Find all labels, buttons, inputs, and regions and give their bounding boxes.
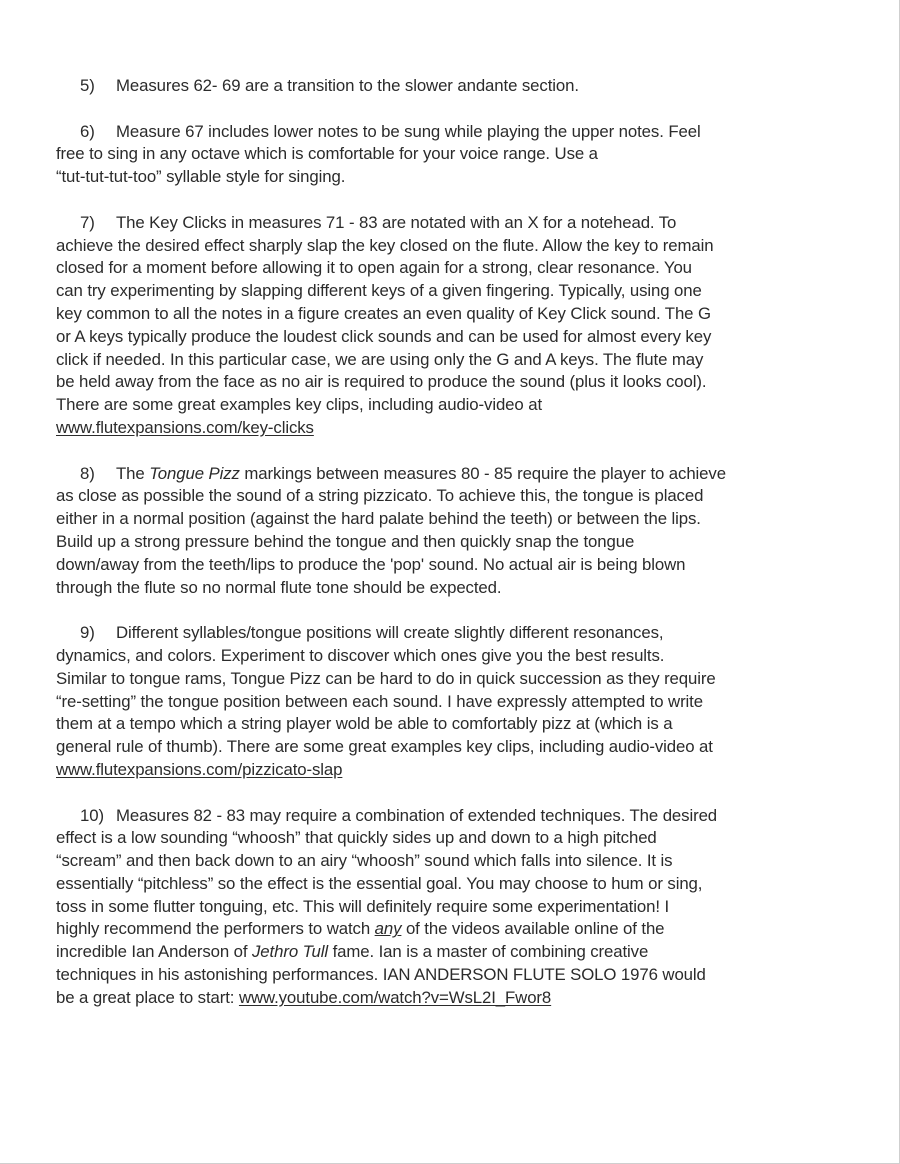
note-text: Different syllables/tongue positions will create slightly different resonances, — [116, 623, 664, 643]
note-text: Measure 67 includes lower notes to be sung while playing the upper notes. Feel — [116, 121, 701, 141]
note-9-link-line — [56, 759, 846, 782]
note-number: 7) — [80, 212, 95, 232]
note-9-line-6: general rule of thumb). There are some great examples key clips, including audio-video at — [56, 737, 713, 757]
note-7-line-8: be held away from the face as no air is required to produce the sound (plus it looks cool). — [56, 372, 707, 392]
note-emphasis: Tongue Pizz — [149, 463, 240, 483]
note-text: be a great place to start: — [56, 987, 239, 1007]
note-7-line-2: achieve the desired effect sharply slap the key closed on the flute. Allow the key to remain — [56, 235, 714, 255]
performance-notes — [56, 75, 846, 1032]
note-number: 6) — [80, 121, 95, 141]
note-9-line-2: dynamics, and colors. Experiment to discover which ones give you the best results. — [56, 645, 665, 665]
note-number: 10) — [80, 805, 104, 825]
note-5-line-1 — [56, 75, 846, 98]
note-10-line-9 — [56, 987, 846, 1010]
note-text: markings between measures 80 - 85 require the player to achieve — [239, 463, 726, 483]
note-10-line-1 — [56, 805, 846, 828]
note-10-line-8: techniques in his astonishing performances. IAN ANDERSON FLUTE SOLO 1976 would — [56, 965, 706, 985]
note-9-line-1 — [56, 622, 846, 645]
note-7-line-9: There are some great examples key clips, including audio-video at — [56, 395, 543, 415]
note-8-line-4: Build up a strong pressure behind the tongue and then quickly snap the tongue — [56, 531, 635, 551]
note-10-line-6 — [56, 918, 846, 941]
note-number: 8) — [80, 463, 95, 483]
note-10-line-7 — [56, 941, 846, 964]
note-10-line-4: essentially “pitchless” so the effect is the essential goal. You may choose to hum or sing, — [56, 873, 703, 893]
youtube-link[interactable]: www.youtube.com/watch?v=WsL2I_Fwor8 — [238, 987, 552, 1007]
note-9-line-5: them at a tempo which a string player wold be able to comfortably pizz at (which is a — [56, 714, 673, 734]
note-7-line-6: or A keys typically produce the loudest click sounds and can be used for almost every key — [56, 326, 712, 346]
note-8-line-1 — [56, 463, 846, 486]
note-6-line-2: free to sing in any octave which is comfortable for your voice range. Use a — [56, 144, 598, 164]
note-7-line-5: key common to all the notes in a figure creates an even quality of Key Click sound. The G — [56, 303, 711, 323]
note-7 — [56, 212, 846, 440]
note-8-line-6: through the flute so no normal flute tone should be expected. — [56, 577, 502, 597]
note-6-line-1 — [56, 121, 846, 144]
note-text: incredible Ian Anderson of — [56, 942, 253, 962]
note-text: highly recommend the performers to watch — [56, 919, 375, 939]
note-10 — [56, 805, 846, 1010]
note-9-line-3: Similar to tongue rams, Tongue Pizz can be hard to do in quick succession as they require — [56, 668, 716, 688]
note-8-line-5: down/away from the teeth/lips to produce the 'pop' sound. No actual air is being blown — [56, 554, 686, 574]
note-9-line-4: “re-setting” the tongue position between each sound. I have expressly attempted to write — [56, 691, 703, 711]
key-clicks-link[interactable]: www.flutexpansions.com/key-clicks — [56, 417, 314, 437]
note-emphasis: Jethro Tull — [252, 942, 329, 962]
note-number: 9) — [80, 623, 95, 643]
note-text: Measures 62- 69 are a transition to the slower andante section. — [116, 76, 579, 95]
note-text: Measures 82 - 83 may require a combination of extended techniques. The desired — [116, 805, 718, 825]
note-7-line-4: can try experimenting by slapping different keys of a given fingering. Typically, using one — [56, 281, 702, 301]
note-8 — [56, 463, 846, 600]
note-10-line-2: effect is a low sounding “whoosh” that quickly sides up and down to a high pitched — [56, 828, 657, 848]
note-9 — [56, 622, 846, 782]
note-number: 5) — [80, 76, 95, 95]
note-8-line-3: either in a normal position (against the hard palate behind the teeth) or between the lips. — [56, 509, 701, 529]
note-text: The Key Clicks in measures 71 - 83 are notated with an X for a notehead. To — [116, 212, 677, 232]
note-text: of the videos available online of the — [401, 919, 665, 939]
note-6-line-3: “tut-tut-tut-too” syllable style for singing. — [56, 167, 346, 187]
note-7-line-7: click if needed. In this particular case, we are using only the G and A keys. The flute may — [56, 349, 704, 369]
note-emphasis: any — [374, 919, 402, 939]
note-text: The — [116, 463, 150, 483]
note-text: fame. Ian is a master of combining creative — [328, 942, 649, 962]
note-7-link-line — [56, 417, 846, 440]
note-6 — [56, 121, 846, 189]
pizzicato-slap-link[interactable]: www.flutexpansions.com/pizzicato-slap — [56, 759, 343, 779]
note-10-line-3: “scream” and then back down to an airy “whoosh” sound which falls into silence. It is — [56, 851, 673, 871]
note-8-line-2: as close as possible the sound of a string pizzicato. To achieve this, the tongue is placed — [56, 486, 704, 506]
note-10-line-5: toss in some flutter tonguing, etc. This will definitely require some experimentation! I — [56, 896, 670, 916]
note-7-line-3: closed for a moment before allowing it to open again for a strong, clear resonance. You — [56, 258, 692, 278]
note-5 — [56, 75, 846, 98]
note-7-line-1 — [56, 212, 846, 235]
